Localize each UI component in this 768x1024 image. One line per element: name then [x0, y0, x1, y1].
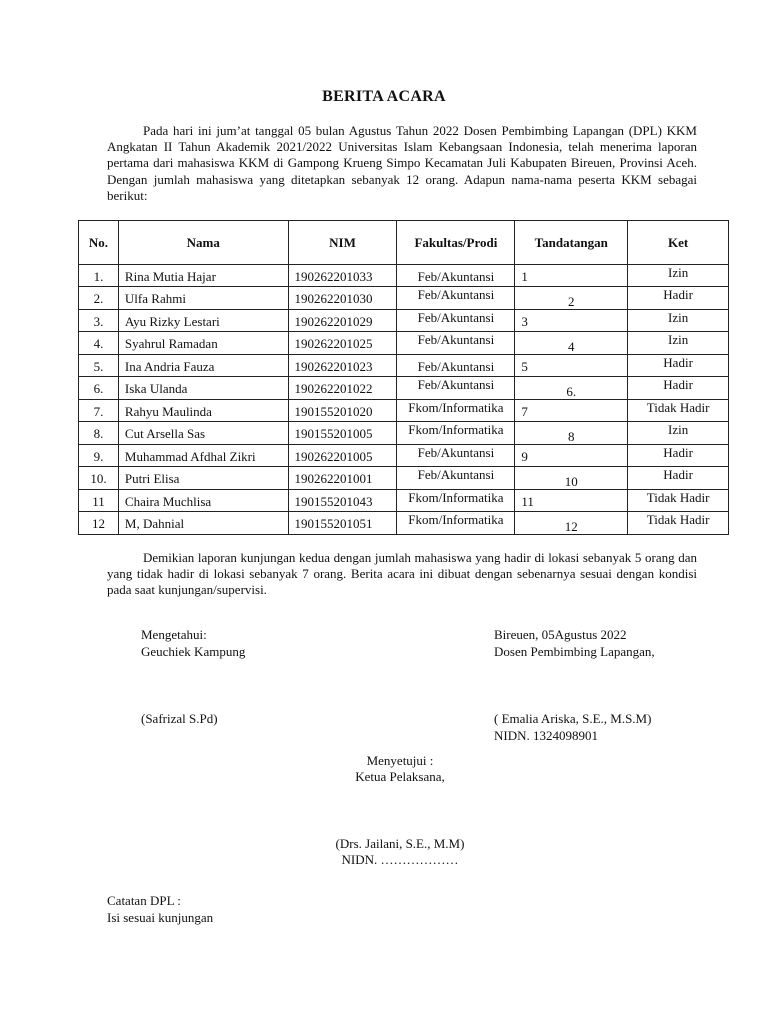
cell-fakultas: Feb/Akuntansi — [397, 265, 515, 287]
cell-tandatangan: 8 — [515, 422, 628, 445]
table-row — [79, 422, 729, 445]
cell-nim: 190262201030 — [288, 287, 397, 310]
signature-center-line1: Menyetujui : — [366, 753, 434, 768]
cell-fakultas: Fkom/Informatika — [397, 490, 515, 512]
table-row — [79, 400, 729, 422]
cell-fakultas: Feb/Akuntansi — [397, 287, 515, 310]
cell-ket: Hadir — [628, 467, 729, 490]
cell-no: 11 — [79, 490, 119, 512]
table-row — [79, 490, 729, 512]
cell-no: 9. — [79, 445, 119, 467]
cell-ket: Izin — [628, 422, 729, 445]
header-no: No. — [79, 221, 119, 265]
dpl-notes — [107, 892, 213, 926]
cell-ket: Hadir — [628, 377, 729, 400]
header-ket: Ket — [628, 221, 729, 265]
intro-text: Pada hari ini jum’at tanggal 05 bulan Agustus Tahun 2022 Dosen Pembimbing Lapangan (DPL) KKM Angkatan II Tahun Akademik 2021/2022 Universitas Islam Kebangsaan Indonesia, telah menerima laporan pertama dari mahasiswa KKM di Gampong Krueng Simpo Kecamatan Juli Kabupaten Bireuen, Provinsi Aceh. Dengan jumlah mahasiswa yang ditetapkan sebanyak 12 orang. Adapun nama-nama peserta KKM sebagai berikut: — [107, 123, 697, 203]
signature-right-line1: Bireuen, 05Agustus 2022 — [494, 627, 627, 642]
table-row — [79, 355, 729, 377]
signature-right-heading — [494, 626, 655, 660]
cell-ket: Tidak Hadir — [628, 400, 729, 422]
signature-right-name: ( Emalia Ariska, S.E., M.S.M) — [494, 711, 652, 726]
cell-fakultas: Feb/Akuntansi — [397, 355, 515, 377]
cell-nama: Putri Elisa — [118, 467, 288, 490]
cell-tandatangan: 10 — [515, 467, 628, 490]
table-row — [79, 310, 729, 332]
table-row — [79, 467, 729, 490]
cell-tandatangan: 12 — [515, 512, 628, 535]
signature-center-id: NIDN. ……………… — [341, 852, 459, 867]
signature-left-line2: Geuchiek Kampung — [141, 644, 246, 659]
cell-no: 10. — [79, 467, 119, 490]
signature-left-line1: Mengetahui: — [141, 627, 207, 642]
signature-left-heading — [141, 626, 245, 660]
cell-ket: Tidak Hadir — [628, 490, 729, 512]
cell-ket: Hadir — [628, 287, 729, 310]
cell-nim: 190155201051 — [288, 512, 397, 535]
cell-ket: Hadir — [628, 355, 729, 377]
intro-paragraph — [107, 123, 697, 204]
cell-ket: Izin — [628, 310, 729, 332]
cell-ket: Izin — [628, 265, 729, 287]
table-row — [79, 287, 729, 310]
table-row — [79, 377, 729, 400]
cell-nim: 190262201025 — [288, 332, 397, 355]
cell-nim: 190155201005 — [288, 422, 397, 445]
cell-nama: Cut Arsella Sas — [118, 422, 288, 445]
cell-tandatangan: 5 — [515, 355, 628, 377]
cell-no: 4. — [79, 332, 119, 355]
signature-center-name: (Drs. Jailani, S.E., M.M) — [335, 836, 465, 851]
table-row — [79, 265, 729, 287]
signature-center-line2: Ketua Pelaksana, — [355, 769, 445, 784]
dpl-notes-label: Catatan DPL : — [107, 893, 181, 908]
cell-nama: Chaira Muchlisa — [118, 490, 288, 512]
cell-no: 3. — [79, 310, 119, 332]
cell-tandatangan: 9 — [515, 445, 628, 467]
cell-ket: Hadir — [628, 445, 729, 467]
cell-nim: 190262201005 — [288, 445, 397, 467]
cell-nama: Syahrul Ramadan — [118, 332, 288, 355]
closing-paragraph — [107, 550, 697, 599]
table-row — [79, 332, 729, 355]
signature-right-block — [494, 710, 651, 744]
cell-ket: Tidak Hadir — [628, 512, 729, 535]
cell-fakultas: Fkom/Informatika — [397, 422, 515, 445]
cell-no: 5. — [79, 355, 119, 377]
cell-no: 6. — [79, 377, 119, 400]
participant-table — [78, 220, 729, 535]
table-row — [79, 445, 729, 467]
header-nim: NIM — [288, 221, 397, 265]
signature-right-line2: Dosen Pembimbing Lapangan, — [494, 644, 655, 659]
cell-fakultas: Feb/Akuntansi — [397, 332, 515, 355]
cell-ket: Izin — [628, 332, 729, 355]
cell-no: 2. — [79, 287, 119, 310]
header-tandatangan: Tandatangan — [515, 221, 628, 265]
cell-nama: Ayu Rizky Lestari — [118, 310, 288, 332]
signature-left-name: (Safrizal S.Pd) — [141, 711, 218, 726]
header-nama: Nama — [118, 221, 288, 265]
cell-nim: 190262201023 — [288, 355, 397, 377]
cell-nama: Rina Mutia Hajar — [118, 265, 288, 287]
cell-no: 8. — [79, 422, 119, 445]
signature-center-heading — [0, 753, 768, 785]
signature-right-id: NIDN. 1324098901 — [494, 728, 598, 743]
cell-fakultas: Feb/Akuntansi — [397, 445, 515, 467]
cell-nama: Rahyu Maulinda — [118, 400, 288, 422]
cell-nim: 190262201022 — [288, 377, 397, 400]
cell-nim: 190262201033 — [288, 265, 397, 287]
cell-fakultas: Feb/Akuntansi — [397, 377, 515, 400]
signature-center-block — [0, 836, 768, 868]
cell-nama: M, Dahnial — [118, 512, 288, 535]
cell-fakultas: Fkom/Informatika — [397, 512, 515, 535]
cell-tandatangan: 2 — [515, 287, 628, 310]
cell-tandatangan: 1 — [515, 265, 628, 287]
cell-no: 12 — [79, 512, 119, 535]
cell-tandatangan: 4 — [515, 332, 628, 355]
table-row — [79, 512, 729, 535]
cell-tandatangan: 3 — [515, 310, 628, 332]
document-title: BERITA ACARA — [322, 88, 446, 105]
cell-nim: 190262201001 — [288, 467, 397, 490]
cell-nama: Ulfa Rahmi — [118, 287, 288, 310]
cell-nim: 190262201029 — [288, 310, 397, 332]
closing-text: Demikian laporan kunjungan kedua dengan jumlah mahasiswa yang hadir di lokasi sebanyak 5 orang dan yang tidak hadir di lokasi sebanyak 7 orang. Berita acara ini dibuat dengan sebenarnya sesuai dengan kondisi pada saat kunjungan/supervisi. — [107, 550, 697, 598]
cell-nim: 190155201020 — [288, 400, 397, 422]
cell-fakultas: Feb/Akuntansi — [397, 310, 515, 332]
cell-tandatangan: 6. — [515, 377, 628, 400]
cell-no: 1. — [79, 265, 119, 287]
cell-no: 7. — [79, 400, 119, 422]
cell-fakultas: Fkom/Informatika — [397, 400, 515, 422]
cell-nama: Iska Ulanda — [118, 377, 288, 400]
dpl-notes-text: Isi sesuai kunjungan — [107, 910, 214, 925]
cell-fakultas: Feb/Akuntansi — [397, 467, 515, 490]
cell-nama: Muhammad Afdhal Zikri — [118, 445, 288, 467]
cell-nim: 190155201043 — [288, 490, 397, 512]
cell-nama: Ina Andria Fauza — [118, 355, 288, 377]
table-header-row — [79, 221, 729, 265]
cell-tandatangan: 11 — [515, 490, 628, 512]
header-fakultas: Fakultas/Prodi — [397, 221, 515, 265]
cell-tandatangan: 7 — [515, 400, 628, 422]
